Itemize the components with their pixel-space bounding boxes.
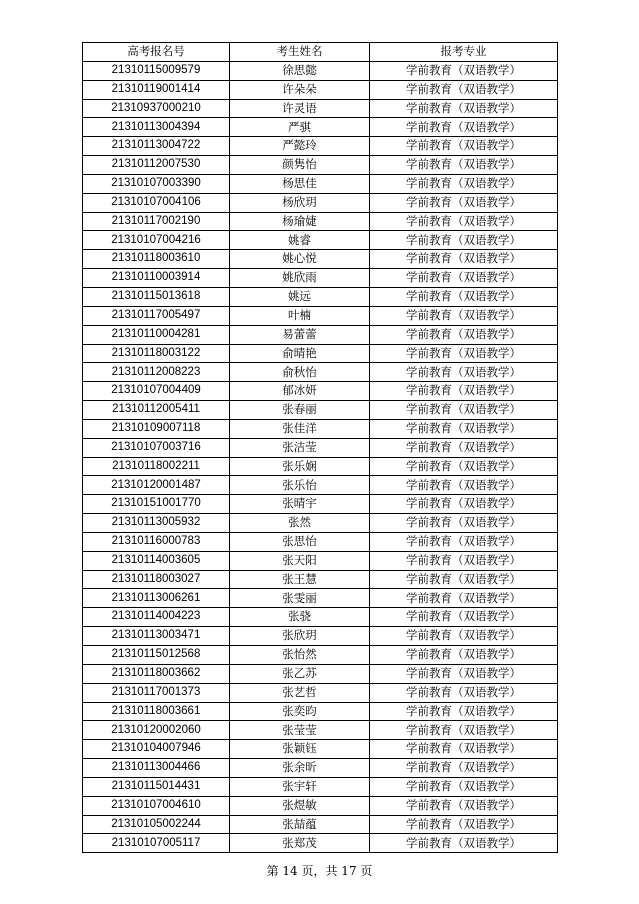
major-cell: 学前教育（双语教学） xyxy=(370,80,558,99)
page-footer: 第 14 页，共 17 页 xyxy=(266,864,373,878)
major-cell: 学前教育（双语教学） xyxy=(370,646,558,665)
major-cell: 学前教育（双语教学） xyxy=(370,401,558,420)
student-name-cell: 易蕾蕾 xyxy=(230,325,370,344)
major-cell: 学前教育（双语教学） xyxy=(370,608,558,627)
table-row xyxy=(83,250,558,269)
table-row xyxy=(83,174,558,193)
exam-id-cell: 21310112007530 xyxy=(83,156,230,175)
exam-id-cell: 21310118003027 xyxy=(83,570,230,589)
table-row xyxy=(83,759,558,778)
table-row xyxy=(83,382,558,401)
table-row xyxy=(83,702,558,721)
exam-id-cell: 21310112008223 xyxy=(83,363,230,382)
admission-list-table xyxy=(82,42,558,853)
exam-id-cell: 21310115013618 xyxy=(83,287,230,306)
major-cell: 学前教育（双语教学） xyxy=(370,834,558,853)
student-name-cell: 严懿玲 xyxy=(230,137,370,156)
major-cell: 学前教育（双语教学） xyxy=(370,815,558,834)
major-cell: 学前教育（双语教学） xyxy=(370,269,558,288)
major-cell: 学前教育（双语教学） xyxy=(370,570,558,589)
table-row xyxy=(83,570,558,589)
table-row xyxy=(83,99,558,118)
student-name-cell: 姚欣雨 xyxy=(230,269,370,288)
table-row xyxy=(83,344,558,363)
student-name-cell: 张洁莹 xyxy=(230,438,370,457)
exam-id-cell: 21310112005411 xyxy=(83,401,230,420)
table-row xyxy=(83,514,558,533)
student-name-cell: 杨瑜婕 xyxy=(230,212,370,231)
header-exam-id: 高考报名号 xyxy=(83,43,230,62)
student-name-cell: 张雯丽 xyxy=(230,589,370,608)
major-cell: 学前教育（双语教学） xyxy=(370,532,558,551)
admission-list-table-container xyxy=(82,42,557,853)
student-name-cell: 张乐怡 xyxy=(230,476,370,495)
student-name-cell: 俞晴艳 xyxy=(230,344,370,363)
major-cell: 学前教育（双语教学） xyxy=(370,589,558,608)
major-cell: 学前教育（双语教学） xyxy=(370,250,558,269)
table-row xyxy=(83,212,558,231)
student-name-cell: 张喆蕴 xyxy=(230,815,370,834)
major-cell: 学前教育（双语教学） xyxy=(370,721,558,740)
exam-id-cell: 21310107004409 xyxy=(83,382,230,401)
student-name-cell: 姚心悦 xyxy=(230,250,370,269)
table-row xyxy=(83,118,558,137)
major-cell: 学前教育（双语教学） xyxy=(370,759,558,778)
table-row xyxy=(83,551,558,570)
table-row xyxy=(83,646,558,665)
exam-id-cell: 21310110003914 xyxy=(83,269,230,288)
student-name-cell: 张思怡 xyxy=(230,532,370,551)
student-name-cell: 张怡然 xyxy=(230,646,370,665)
student-name-cell: 严骐 xyxy=(230,118,370,137)
exam-id-cell: 21310114004223 xyxy=(83,608,230,627)
student-name-cell: 叶楠 xyxy=(230,306,370,325)
student-name-cell: 郁冰妍 xyxy=(230,382,370,401)
student-name-cell: 张天阳 xyxy=(230,551,370,570)
major-cell: 学前教育（双语教学） xyxy=(370,306,558,325)
exam-id-cell: 21310107004106 xyxy=(83,193,230,212)
table-row xyxy=(83,796,558,815)
major-cell: 学前教育（双语教学） xyxy=(370,796,558,815)
table-row xyxy=(83,61,558,80)
exam-id-cell: 21310937000210 xyxy=(83,99,230,118)
exam-id-cell: 21310118003662 xyxy=(83,664,230,683)
student-name-cell: 颜隽怡 xyxy=(230,156,370,175)
student-name-cell: 姚远 xyxy=(230,287,370,306)
exam-id-cell: 21310118003610 xyxy=(83,250,230,269)
major-cell: 学前教育（双语教学） xyxy=(370,344,558,363)
exam-id-cell: 21310120001487 xyxy=(83,476,230,495)
table-row xyxy=(83,476,558,495)
major-cell: 学前教育（双语教学） xyxy=(370,363,558,382)
major-cell: 学前教育（双语教学） xyxy=(370,137,558,156)
table-row xyxy=(83,777,558,796)
student-name-cell: 许灵语 xyxy=(230,99,370,118)
student-name-cell: 张颖钰 xyxy=(230,740,370,759)
table-row xyxy=(83,156,558,175)
major-cell: 学前教育（双语教学） xyxy=(370,212,558,231)
table-row xyxy=(83,589,558,608)
student-name-cell: 张乐娴 xyxy=(230,457,370,476)
student-name-cell: 姚睿 xyxy=(230,231,370,250)
table-row xyxy=(83,721,558,740)
table-header-row xyxy=(83,43,558,62)
table-row xyxy=(83,495,558,514)
table-row xyxy=(83,438,558,457)
exam-id-cell: 21310107003390 xyxy=(83,174,230,193)
student-name-cell: 张宇轩 xyxy=(230,777,370,796)
student-name-cell: 俞秋怡 xyxy=(230,363,370,382)
student-name-cell: 张王慧 xyxy=(230,570,370,589)
student-name-cell: 杨思佳 xyxy=(230,174,370,193)
exam-id-cell: 21310118002211 xyxy=(83,457,230,476)
major-cell: 学前教育（双语教学） xyxy=(370,664,558,683)
student-name-cell: 张晴宇 xyxy=(230,495,370,514)
exam-id-cell: 21310113006261 xyxy=(83,589,230,608)
table-row xyxy=(83,740,558,759)
exam-id-cell: 21310115009579 xyxy=(83,61,230,80)
table-row xyxy=(83,664,558,683)
student-name-cell: 张煜敏 xyxy=(230,796,370,815)
major-cell: 学前教育（双语教学） xyxy=(370,156,558,175)
student-name-cell: 张余昕 xyxy=(230,759,370,778)
major-cell: 学前教育（双语教学） xyxy=(370,683,558,702)
student-name-cell: 张欣玥 xyxy=(230,627,370,646)
major-cell: 学前教育（双语教学） xyxy=(370,702,558,721)
table-body xyxy=(83,61,558,852)
exam-id-cell: 21310113004466 xyxy=(83,759,230,778)
table-row xyxy=(83,269,558,288)
major-cell: 学前教育（双语教学） xyxy=(370,777,558,796)
exam-id-cell: 21310107005117 xyxy=(83,834,230,853)
exam-id-cell: 21310118003122 xyxy=(83,344,230,363)
exam-id-cell: 21310120002060 xyxy=(83,721,230,740)
student-name-cell: 张乙苏 xyxy=(230,664,370,683)
major-cell: 学前教育（双语教学） xyxy=(370,231,558,250)
table-row xyxy=(83,834,558,853)
exam-id-cell: 21310113005932 xyxy=(83,514,230,533)
exam-id-cell: 21310109007118 xyxy=(83,419,230,438)
table-row xyxy=(83,363,558,382)
student-name-cell: 杨欣玥 xyxy=(230,193,370,212)
student-name-cell: 许朵朵 xyxy=(230,80,370,99)
student-name-cell: 张然 xyxy=(230,514,370,533)
exam-id-cell: 21310110004281 xyxy=(83,325,230,344)
major-cell: 学前教育（双语教学） xyxy=(370,118,558,137)
exam-id-cell: 21310115012568 xyxy=(83,646,230,665)
major-cell: 学前教育（双语教学） xyxy=(370,457,558,476)
student-name-cell: 张骁 xyxy=(230,608,370,627)
table-row xyxy=(83,683,558,702)
major-cell: 学前教育（双语教学） xyxy=(370,438,558,457)
table-row xyxy=(83,532,558,551)
exam-id-cell: 21310118003661 xyxy=(83,702,230,721)
table-row xyxy=(83,325,558,344)
major-cell: 学前教育（双语教学） xyxy=(370,193,558,212)
table-row xyxy=(83,231,558,250)
exam-id-cell: 21310113003471 xyxy=(83,627,230,646)
exam-id-cell: 21310117005497 xyxy=(83,306,230,325)
major-cell: 学前教育（双语教学） xyxy=(370,476,558,495)
major-cell: 学前教育（双语教学） xyxy=(370,61,558,80)
student-name-cell: 徐思懿 xyxy=(230,61,370,80)
exam-id-cell: 21310107004216 xyxy=(83,231,230,250)
major-cell: 学前教育（双语教学） xyxy=(370,419,558,438)
major-cell: 学前教育（双语教学） xyxy=(370,174,558,193)
exam-id-cell: 21310107003716 xyxy=(83,438,230,457)
student-name-cell: 张莹莹 xyxy=(230,721,370,740)
exam-id-cell: 21310113004394 xyxy=(83,118,230,137)
student-name-cell: 张郑茂 xyxy=(230,834,370,853)
major-cell: 学前教育（双语教学） xyxy=(370,382,558,401)
exam-id-cell: 21310117001373 xyxy=(83,683,230,702)
exam-id-cell: 21310113004722 xyxy=(83,137,230,156)
table-row xyxy=(83,627,558,646)
exam-id-cell: 21310105002244 xyxy=(83,815,230,834)
major-cell: 学前教育（双语教学） xyxy=(370,740,558,759)
exam-id-cell: 21310115014431 xyxy=(83,777,230,796)
major-cell: 学前教育（双语教学） xyxy=(370,287,558,306)
exam-id-cell: 21310114003605 xyxy=(83,551,230,570)
header-student-name: 考生姓名 xyxy=(230,43,370,62)
major-cell: 学前教育（双语教学） xyxy=(370,551,558,570)
exam-id-cell: 21310116000783 xyxy=(83,532,230,551)
exam-id-cell: 21310117002190 xyxy=(83,212,230,231)
major-cell: 学前教育（双语教学） xyxy=(370,495,558,514)
student-name-cell: 张春丽 xyxy=(230,401,370,420)
table-row xyxy=(83,457,558,476)
major-cell: 学前教育（双语教学） xyxy=(370,514,558,533)
table-row xyxy=(83,815,558,834)
major-cell: 学前教育（双语教学） xyxy=(370,627,558,646)
table-row xyxy=(83,193,558,212)
major-cell: 学前教育（双语教学） xyxy=(370,99,558,118)
table-row xyxy=(83,80,558,99)
major-cell: 学前教育（双语教学） xyxy=(370,325,558,344)
exam-id-cell: 21310104007946 xyxy=(83,740,230,759)
table-row xyxy=(83,306,558,325)
header-major: 报考专业 xyxy=(370,43,558,62)
table-row xyxy=(83,137,558,156)
table-row xyxy=(83,401,558,420)
student-name-cell: 张佳洋 xyxy=(230,419,370,438)
exam-id-cell: 21310151001770 xyxy=(83,495,230,514)
table-row xyxy=(83,608,558,627)
table-row xyxy=(83,287,558,306)
student-name-cell: 张奕昀 xyxy=(230,702,370,721)
student-name-cell: 张艺哲 xyxy=(230,683,370,702)
exam-id-cell: 21310119001414 xyxy=(83,80,230,99)
table-row xyxy=(83,419,558,438)
exam-id-cell: 21310107004610 xyxy=(83,796,230,815)
